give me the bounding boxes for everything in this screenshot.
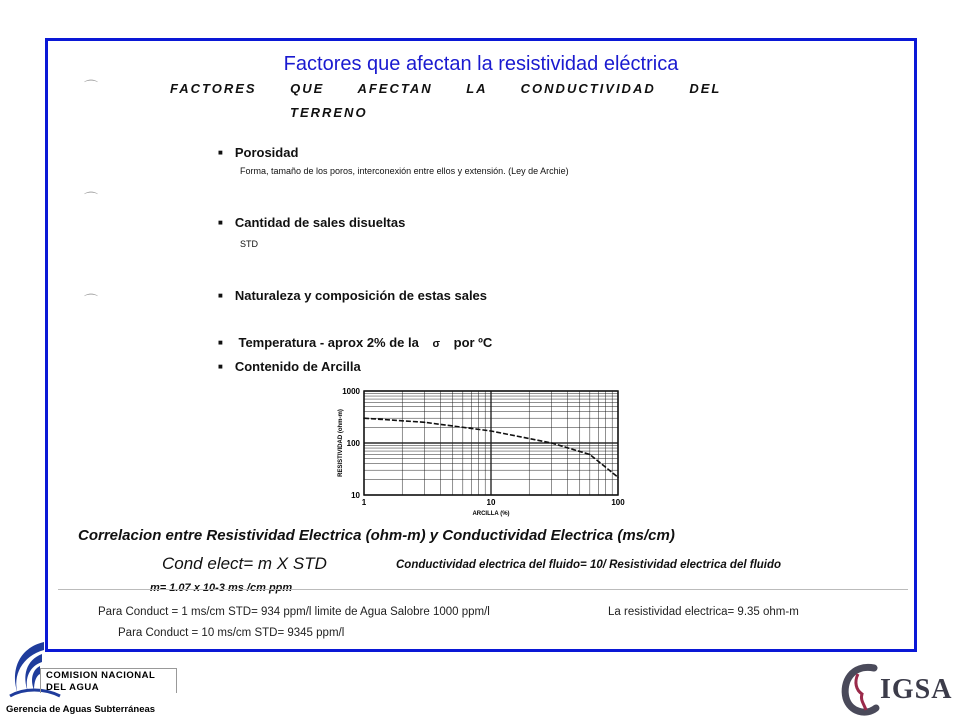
series-point <box>363 417 365 419</box>
slide-frame <box>45 38 917 652</box>
igsa-c-emblem-icon <box>840 660 884 716</box>
series-point <box>589 454 591 456</box>
series-point <box>551 442 553 444</box>
slide-title: Factores que afectan la resistividad eléctrica <box>283 53 679 75</box>
y-tick-label: 1000 <box>342 387 360 396</box>
bullet-porosidad-sub: Forma, tamaño de los poros, interconexión entre ellos y extensión. (Ley de Archie) <box>240 166 569 176</box>
bullet-sales: ■ Cantidad de sales disueltas <box>218 215 405 230</box>
formula: Cond elect= m X STD <box>162 554 327 573</box>
bullet-temperatura <box>218 335 492 350</box>
x-tick-label: 1 <box>361 498 367 507</box>
bullet-arcilla: ■ Contenido de Arcilla <box>218 359 361 374</box>
y-tick-label: 10 <box>351 491 360 500</box>
conagua-logo <box>2 634 207 720</box>
bullet-porosidad: ■ Porosidad <box>218 145 298 160</box>
scan-heading-line1: FACTORES QUE AFECTAN LA CONDUCTIVIDAD DEL <box>170 81 722 96</box>
series-point <box>490 430 492 432</box>
m-value: m= 1.07 x 10-3 ms /cm ppm <box>150 582 293 594</box>
igsa-text: IGSA <box>880 674 953 705</box>
bullet-temperatura-label: Temperatura - aprox 2% de la <box>238 335 419 350</box>
series-point <box>617 476 619 478</box>
formula-text <box>162 554 327 574</box>
x-tick-label: 10 <box>486 498 496 507</box>
scan-mark: ⌒ <box>84 293 98 309</box>
bullet-temperatura-suffix: por ºC <box>453 335 493 350</box>
org-name-line2: DEL AGUA <box>46 682 100 693</box>
y-tick-label: 100 <box>346 439 360 448</box>
y-axis-label: RESISTIVIDAD (ohm-m) <box>338 409 344 477</box>
sigma-symbol: σ <box>432 338 440 350</box>
conduct-line2: Para Conduct = 10 ms/cm STD= 9345 ppm/l <box>118 627 345 639</box>
org-name-line1: COMISION NACIONAL <box>46 670 156 681</box>
bullet-naturaleza: ■ Naturaleza y composición de estas sales <box>218 288 487 303</box>
correlation-text: Correlacion entre Resistividad Electrica (ohm-m) y Conductividad Electrica (ms/cm) <box>78 527 675 544</box>
bullet-sales-sub: STD <box>240 239 258 249</box>
conduct-line1a: Para Conduct = 1 ms/cm STD= 934 ppm/l limite de Agua Salobre 1000 ppm/l <box>98 606 490 618</box>
clay-resistivity-chart <box>244 381 625 517</box>
x-axis-label: ARCILLA (%) <box>472 511 510 517</box>
fluid-note: Conductividad electrica del fluido= 10/ Resistividad electrica del fluido <box>396 559 782 571</box>
x-tick-label: 100 <box>611 498 625 507</box>
scan-mark: ⌒ <box>84 191 98 207</box>
scan-divider <box>58 589 908 590</box>
scan-heading-line2: TERRENO <box>290 105 368 120</box>
department-name: Gerencia de Aguas Subterráneas <box>6 704 156 715</box>
scan-mark: ⌒ <box>84 79 98 95</box>
series-point <box>424 422 426 424</box>
igsa-logo <box>840 660 958 720</box>
conduct-line1b: La resistividad electrica= 9.35 ohm-m <box>608 606 799 618</box>
